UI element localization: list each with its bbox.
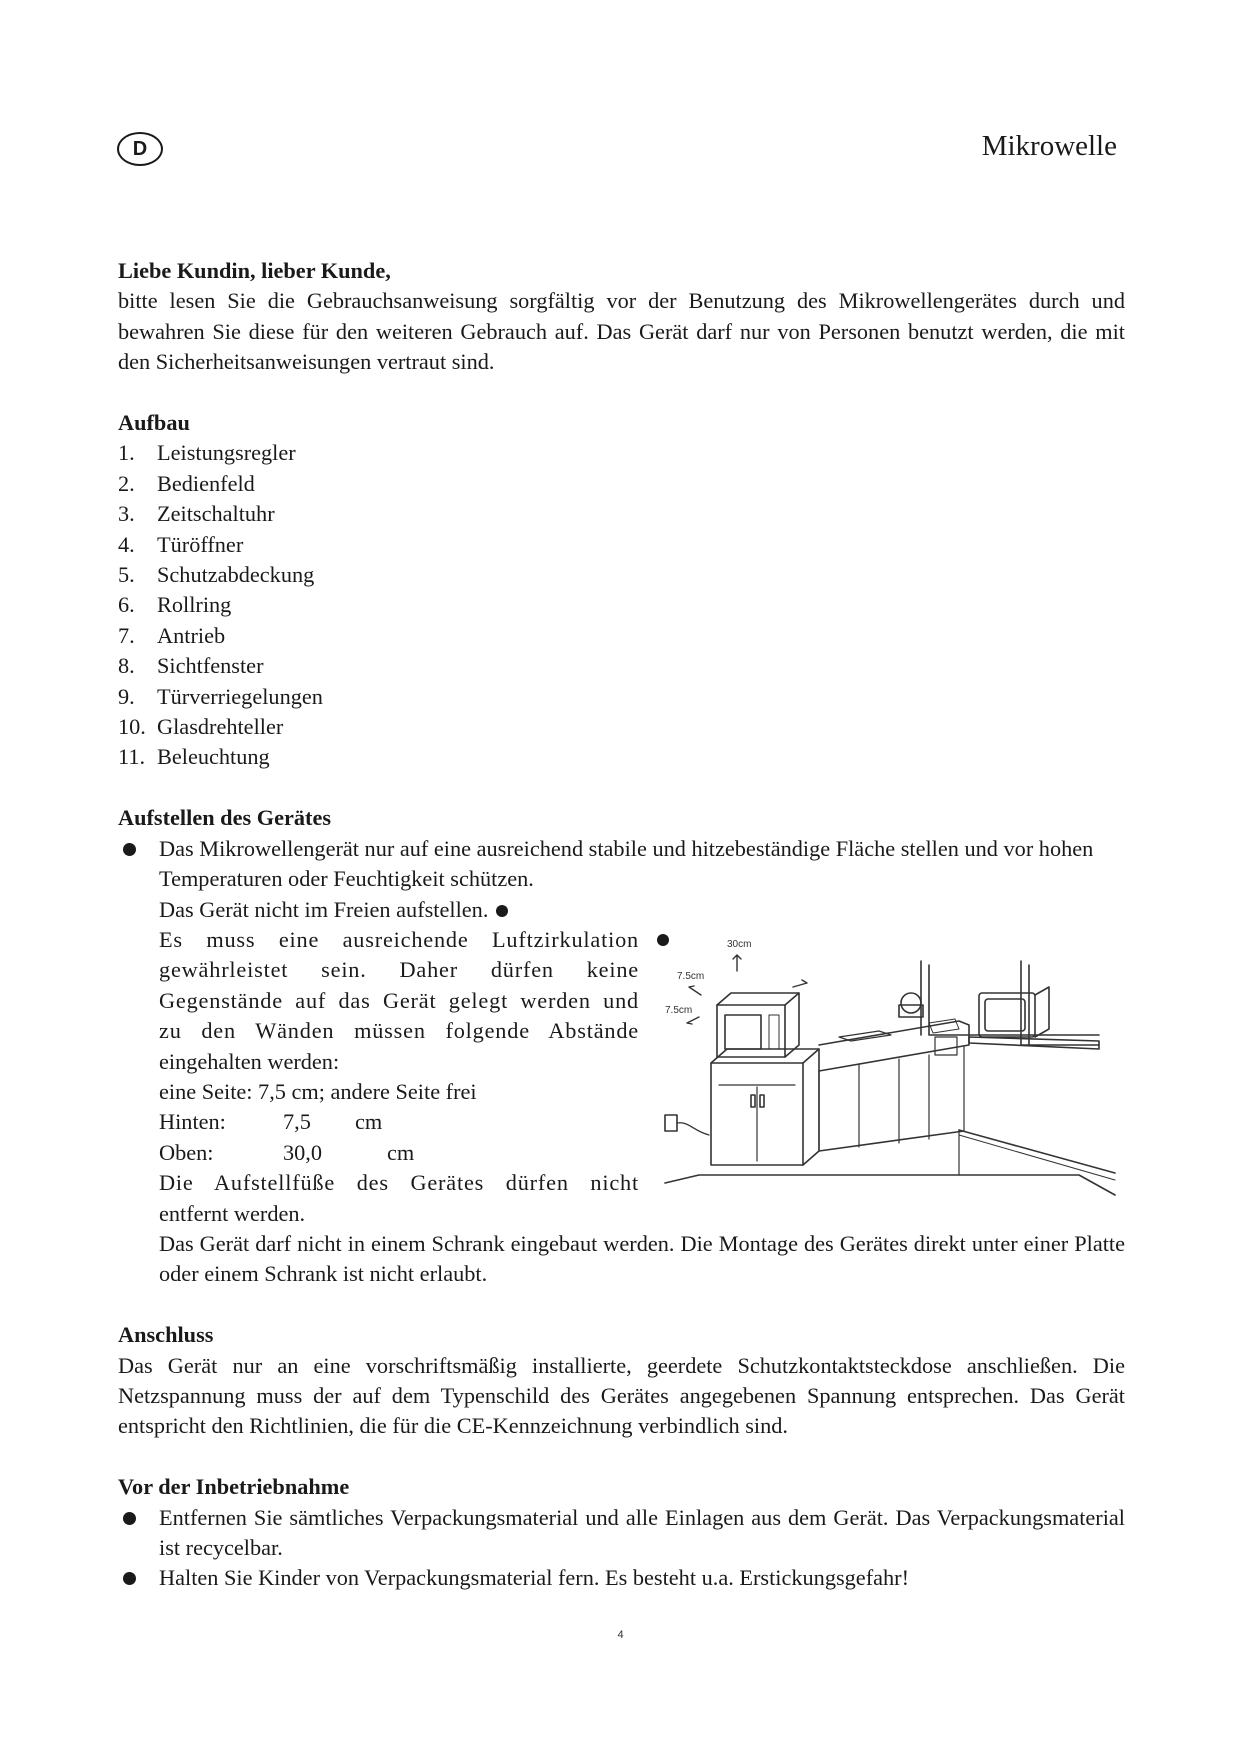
intro-paragraph: bitte lesen Sie die Gebrauchsanweisung sorgfältig vor der Benutzung des Mikrowellengerätes durch und bewahren Sie diese für den weiteren Gebrauch auf. Das Gerät darf nur von Personen benutzt werden, die mit den Sicherheitsanweisungen vertraut sind.	[118, 288, 1125, 375]
page-number: 4	[617, 1629, 624, 1641]
greeting-heading: Liebe Kundin, lieber Kunde,	[118, 258, 391, 283]
air-circulation-text: Es muss eine ausreichende Luftzirkulation gewährleistet sein. Daher dürfen keine Gegenstände auf das Gerät gelegt werden und zu den Wänden müssen folgende Abstände eingehalten werden: eine Seite: 7,5 cm; andere Seite frei Hinten: 7,5 cm Oben: 30,0 cm Die Aufstellfüße des Gerätes dürfen nicht entfernt werden.	[159, 925, 639, 1229]
list-item: 4. Türöffner	[118, 531, 244, 557]
list-item: 5. Schutzabdeckung	[118, 562, 315, 588]
rear-distance: Hinten: 7,5 cm	[159, 1109, 383, 1135]
list-item: 9. Türverriegelungen	[118, 683, 323, 709]
cabinet-warning: Das Gerät darf nicht in einem Schrank eingebaut werden. Die Montage des Gerätes direkt unter einer Platte oder einem Schrank ist nicht erlaubt.	[159, 1230, 1125, 1287]
page-title: Mikrowelle	[981, 130, 1117, 162]
language-code: D	[132, 137, 148, 160]
parts-list	[118, 438, 1125, 772]
list-item: Halten Sie Kinder von Verpackungsmaterial fern. Es besteht u.a. Erstickungsgefahr!	[118, 1563, 1125, 1593]
top-distance: Oben: 30,0 cm	[159, 1139, 415, 1165]
placement-details	[118, 895, 1125, 1290]
list-item: 11. Beleuchtung	[118, 744, 270, 770]
list-item: 3. Zeitschaltuhr	[118, 501, 275, 527]
outdoor-warning: Das Gerät nicht im Freien aufstellen.	[159, 896, 489, 922]
anschluss-heading: Anschluss	[118, 1322, 214, 1348]
side-distance: eine Seite: 7,5 cm; andere Seite frei	[159, 1078, 477, 1104]
aufstellen-list	[118, 834, 1125, 895]
diagram-label-side: 7.5cm	[677, 970, 705, 982]
list-item: 1. Leistungsregler	[118, 440, 296, 466]
list-item: 6. Rollring	[118, 592, 232, 618]
inbetriebnahme-list	[118, 1503, 1125, 1594]
bullet-icon	[123, 843, 136, 856]
list-item: 8. Sichtfenster	[118, 653, 264, 679]
bullet-icon	[123, 1512, 136, 1525]
language-badge	[117, 132, 163, 166]
aufbau-heading: Aufbau	[118, 410, 190, 436]
bullet-icon	[657, 934, 669, 946]
list-item: 7. Antrieb	[118, 622, 226, 648]
list-item: 10. Glasdrehteller	[118, 714, 284, 740]
inbetriebnahme-heading: Vor der Inbetriebnahme	[118, 1474, 350, 1500]
bullet-icon	[496, 905, 508, 917]
aufstellen-heading: Aufstellen des Gerätes	[118, 805, 332, 831]
list-item: Entfernen Sie sämtliches Verpackungsmaterial und alle Einlagen aus dem Gerät. Das Verpackungsmaterial ist recycelbar.	[118, 1503, 1125, 1564]
main-content	[118, 256, 1125, 1594]
diagram-label-top: 30cm	[727, 938, 752, 950]
anschluss-paragraph: Das Gerät nur an eine vorschriftsmäßig installierte, geerdete Schutzkontaktsteckdose anschließen. Die Netzspannung muss der auf dem Typenschild des Gerätes angegebenen Spannung entsprechen. Das Gerät entspricht den Richtlinien, die für die CE-Kennzeichnung verbindlich sind.	[118, 1352, 1125, 1439]
kitchen-placement-diagram	[659, 925, 1121, 1205]
bullet-icon	[123, 1572, 136, 1585]
list-item: Das Mikrowellengerät nur auf eine ausreichend stabile und hitzebeständige Fläche stellen und vor hohen Temperaturen oder Feuchtigkeit schützen.	[118, 834, 1125, 895]
diagram-label-rear: 7.5cm	[665, 1004, 693, 1016]
list-item: 2. Bedienfeld	[118, 470, 255, 496]
feet-warning: Die Aufstellfüße des Gerätes dürfen nicht	[159, 1170, 639, 1196]
